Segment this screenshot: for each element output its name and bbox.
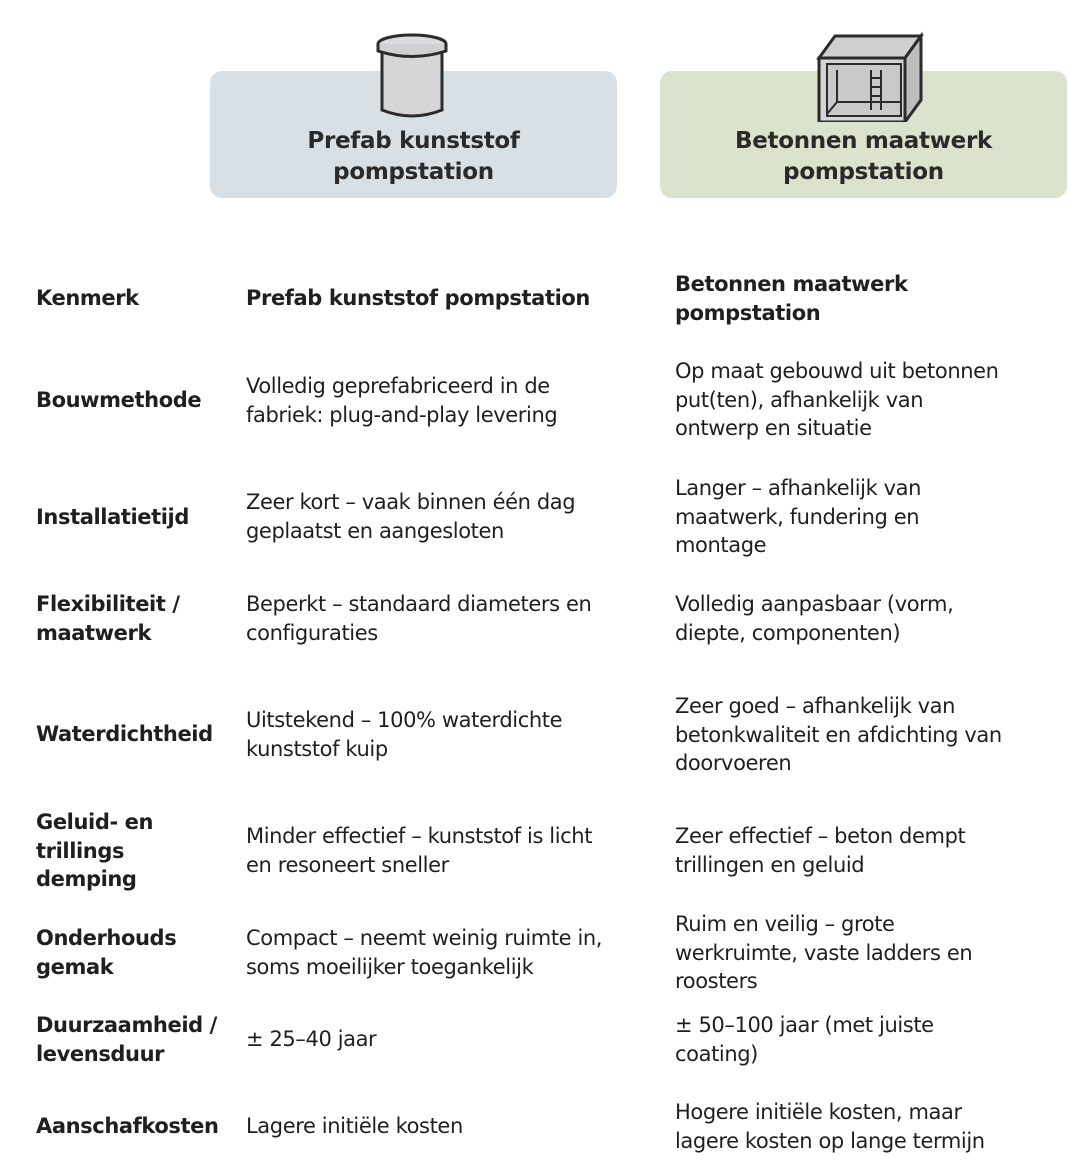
row-prefab: Minder effectief – kunststof is licht en resoneert sneller <box>246 824 593 877</box>
cylinder-tank-icon <box>372 30 452 122</box>
row-label: Installatietijd <box>36 505 189 529</box>
row-label: Aanschafkosten <box>36 1114 219 1138</box>
concrete-box-ladder-icon <box>815 30 925 122</box>
row-beton: Zeer goed – afhankelijk van betonkwaliteit en afdichting van doorvoeren <box>675 694 1002 775</box>
row-label: Waterdichtheid <box>36 722 213 746</box>
header-beton: Betonnen maatwerk pompstation <box>675 272 908 325</box>
row-prefab: Zeer kort – vaak binnen één dag geplaatst en aangesloten <box>246 490 576 543</box>
beton-card-title: Betonnen maatwerk pompstation <box>734 128 993 185</box>
row-label: Onderhouds gemak <box>36 926 177 979</box>
row-prefab: Volledig geprefabriceerd in de fabriek: plug-and-play levering <box>246 374 558 427</box>
row-beton: Hogere initiële kosten, maar lagere kosten op lange termijn <box>675 1100 985 1153</box>
row-beton: Volledig aanpasbaar (vorm, diepte, componenten) <box>675 592 954 645</box>
row-prefab: Lagere initiële kosten <box>246 1114 463 1138</box>
row-beton: ± 50–100 jaar (met juiste coating) <box>675 1013 934 1066</box>
row-beton: Op maat gebouwd uit betonnen put(ten), afhankelijk van ontwerp en situatie <box>675 359 999 440</box>
row-beton: Langer – afhankelijk van maatwerk, fundering en montage <box>675 476 922 557</box>
header-kenmerk: Kenmerk <box>36 286 139 310</box>
row-label: Duurzaamheid / levensduur <box>36 1013 217 1066</box>
row-label: Flexibiliteit / maatwerk <box>36 592 180 645</box>
row-beton: Zeer effectief – beton dempt trillingen en geluid <box>675 824 966 877</box>
row-label: Bouwmethode <box>36 388 202 412</box>
prefab-card-title: Prefab kunststof pompstation <box>307 128 520 185</box>
row-prefab: Uitstekend – 100% waterdichte kunststof kuip <box>246 708 563 761</box>
row-label: Geluid- en trillings demping <box>36 810 154 891</box>
row-prefab: ± 25–40 jaar <box>246 1027 377 1051</box>
row-prefab: Compact – neemt weinig ruimte in, soms moeilijker toegankelijk <box>246 926 603 979</box>
header-prefab: Prefab kunststof pompstation <box>246 286 590 310</box>
row-beton: Ruim en veilig – grote werkruimte, vaste ladders en roosters <box>675 912 973 993</box>
row-prefab: Beperkt – standaard diameters en configuraties <box>246 592 592 645</box>
